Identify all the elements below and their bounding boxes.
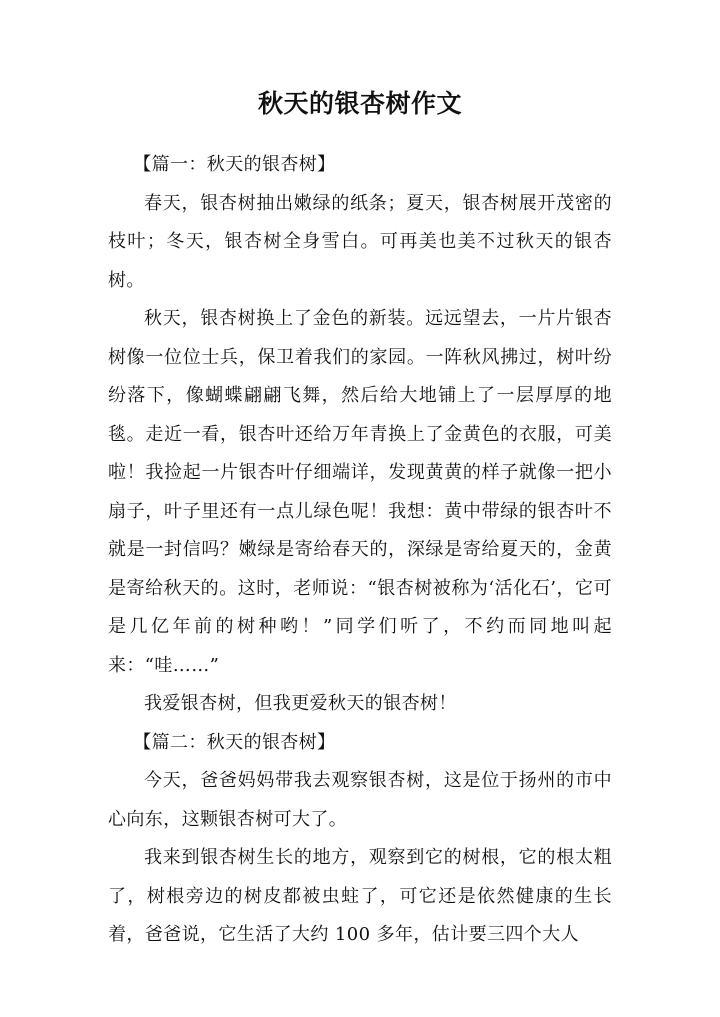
section-2 — [108, 724, 612, 955]
paragraph: 我来到银杏树生长的地方，观察到它的树根，它的根太粗了，树根旁边的树皮都被虫蛀了，可它还是依然健康的生长着，爸爸说，它生活了大约 100 多年，估计要三四个大人 — [108, 847, 612, 945]
paragraph: 秋天，银杏树换上了金色的新装。远远望去，一片片银杏树像一位位士兵，保卫着我们的家园。一阵秋风拂过，树叶纷纷落下，像蝴蝶翩翩飞舞，然后给大地铺上了一层厚厚的地毯。走近一看，银杏叶还给万年青换上了金黄色的衣服，可美啦！我捡起一片银杏叶仔细端详，发现黄黄的样子就像一把小扇子，叶子里还有一点儿绿色呢！我想：黄中带绿的银杏叶不就是一封信吗？嫩绿是寄给春天的，深绿是寄给夏天的，金黄是寄给秋天的。这时，老师说：“银杏树被称为‘活化石’，它可是几亿年前的树种哟！”同学们听了，不约而同地叫起来：“哇……” — [108, 308, 612, 676]
paragraph: 我爱银杏树，但我更爱秋天的银杏树！ — [144, 693, 457, 714]
section-1 — [108, 146, 612, 724]
paragraph: 今天，爸爸妈妈带我去观察银杏树，这是位于扬州的市中心向东，这颗银杏树可大了。 — [108, 770, 612, 830]
document-title: 秋天的银杏树作文 — [257, 89, 462, 118]
section-heading: 【篇二：秋天的银杏树】 — [133, 731, 336, 753]
paragraph: 春天，银杏树抽出嫩绿的纸条；夏天，银杏树展开茂密的枝叶；冬天，银杏树全身雪白。可再美也美不过秋天的银杏树。 — [108, 192, 612, 291]
section-heading: 【篇一：秋天的银杏树】 — [133, 154, 336, 175]
